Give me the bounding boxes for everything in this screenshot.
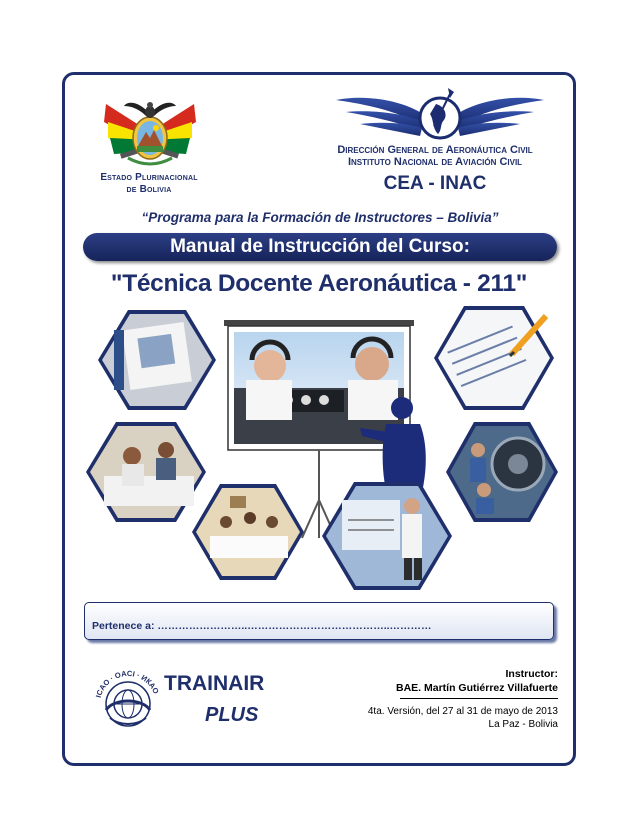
hex-photo-binder (98, 310, 216, 410)
hex-photo-classroom (192, 484, 304, 580)
photo-collage (80, 300, 560, 600)
version-line: 4ta. Versión, del 27 al 31 de mayo de 2013 (367, 706, 558, 717)
plus-word: PLUS (205, 704, 259, 726)
cea-inac-acronym: CEA - INAC (383, 173, 487, 194)
program-name: “Programa para la Formación de Instructores – Bolivia” (141, 210, 499, 225)
icao-emblem-icon (90, 664, 166, 740)
dgac-name (300, 144, 570, 168)
icao-ring-text: ICAO · OACI · ИКАО (93, 668, 161, 699)
state-name-line1: Estado Plurinacional (100, 172, 198, 183)
state-name-line2: de Bolivia (126, 184, 172, 195)
manual-band: Manual de Instrucción del Curso: (83, 233, 557, 261)
place-line: La Paz - Bolivia (488, 719, 558, 730)
owner-label: Pertenece a: ……………………..…………………………………..………… (92, 620, 432, 632)
dgac-wings-icon (334, 86, 546, 148)
footer-divider (400, 698, 558, 699)
state-name (86, 172, 212, 196)
hex-photo-presenter (322, 482, 452, 590)
hex-photo-test-sheet (434, 306, 554, 410)
dgac-name-line1: Dirección General de Aeronáutica Civil (337, 144, 533, 156)
instructor-name: BAE. Martín Gutiérrez Villafuerte (395, 682, 558, 694)
bolivia-coat-of-arms-icon (98, 92, 202, 170)
hex-photo-students (86, 422, 206, 522)
hex-photo-engine (446, 422, 558, 522)
course-title: "Técnica Docente Aeronáutica - 211" (110, 270, 528, 297)
instructor-label: Instructor: (505, 668, 558, 680)
trainair-word: TRAINAIR (164, 672, 265, 695)
dgac-name-line2: Instituto Nacional de Aviación Civil (347, 156, 523, 168)
